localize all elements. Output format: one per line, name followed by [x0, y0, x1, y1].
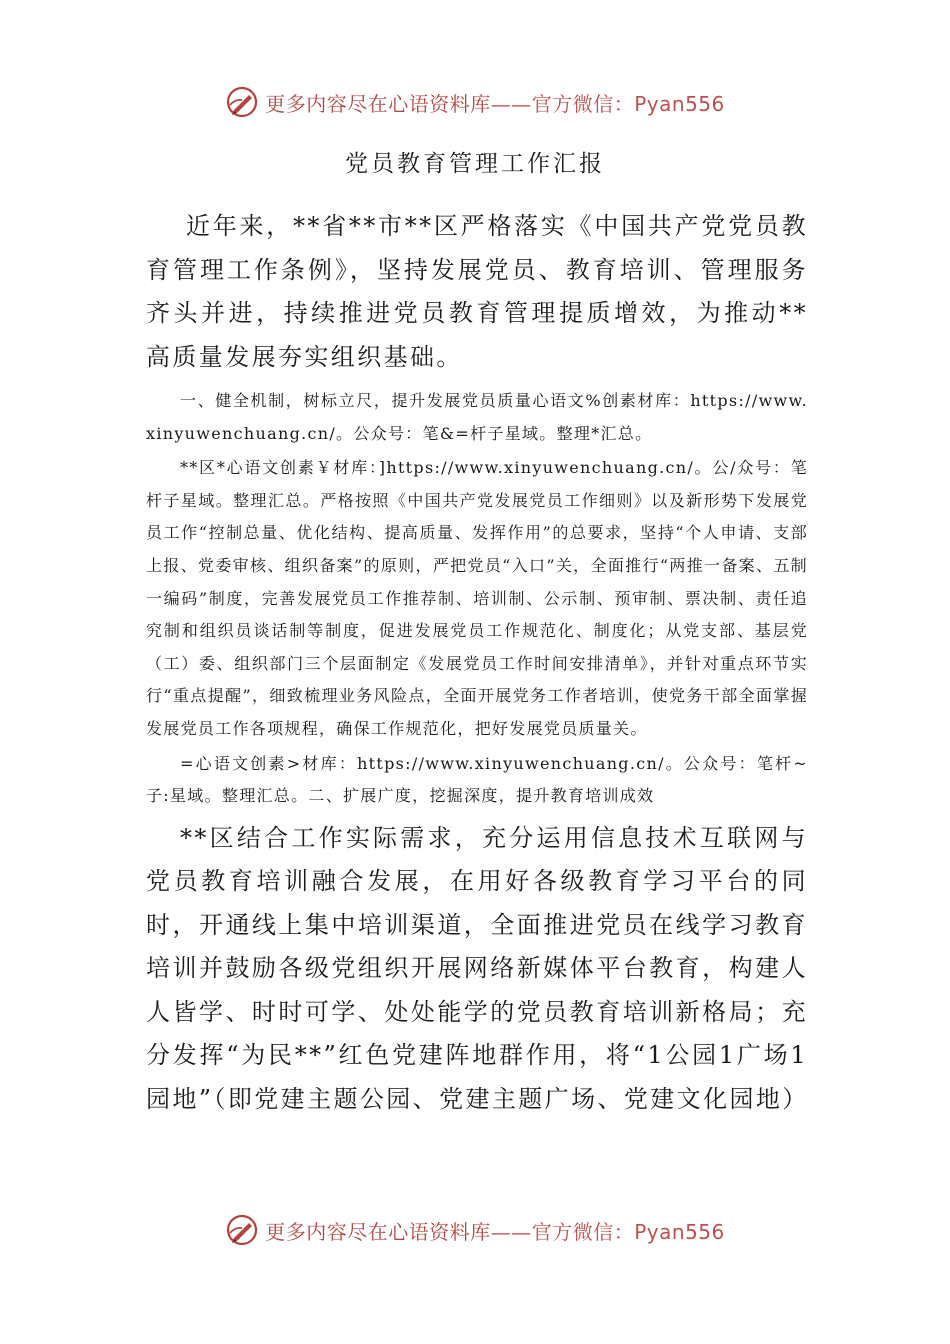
document-body [146, 205, 808, 1121]
banner-dash: —— [490, 91, 532, 116]
banner-text [265, 1216, 725, 1245]
banner-wechat-label: 官方微信： [531, 91, 635, 116]
paragraph-section-one-heading: 一、健全机制，树标立尺，提升发展党员质量心语文%创素材库：https://www.xinyuwenchuang.cn/。公众号：笔&=杆子星域。整理*汇总。 [146, 391, 808, 443]
footer-watermark-banner [0, 1210, 950, 1250]
banner-wechat-label: 官方微信： [531, 1219, 635, 1244]
paragraph-section-one-body: **区*心语文创素￥材库：]https://www.xinyuwenchuang.cn/。公/众号：笔杆子星域。整理汇总。严格按照《中国共产党发展党员工作细则》以及新形势下发展党员工作“控制总量、优化结构、提高质量、发挥作用”的总要求，坚持“个人申请、支部上报、党委审核、组织备案”的原则，严把党员“入口”关，全面推行“两推一备案、五制一编码”制度，完善发展党员工作推荐制、培训制、公示制、预审制、票决制、责任追究制和组织员谈话制等制度，促进发展党员工作规范化、制度化；从党支部、基层党（工）委、组织部门三个层面制定《发展党员工作时间安排清单》，并针对重点环节实行“重点提醒”，细致梳理业务风险点，全面开展党务工作者培训，使党务干部全面掌握发展党员工作各项规程，确保工作规范化，把好发展党员质量关。 [146, 458, 808, 738]
pen-logo-icon [225, 1213, 259, 1247]
banner-wechat-id: Pyan556 [634, 1219, 725, 1244]
paragraph-intro: 近年来，**省**市**区严格落实《中国共产党党员教育管理工作条例》，坚持发展党员、教育培训、管理服务齐头并进，持续推进党员教育管理提质增效，为推动**高质量发展夯实组织基础。 [146, 212, 808, 371]
paragraph-section-two-body: **区结合工作实际需求，充分运用信息技术互联网与党员教育培训融合发展，在用好各级教育学习平台的同时，开通线上集中培训渠道，全面推进党员在线学习教育培训并鼓励各级党组织开展网络新媒体平台教育，构建人人皆学、时时可学、处处能学的党员教育培训新格局；充分发挥“为民**”红色党建阵地群作用，将“1公园1广场1园地”（即党建主题公园、党建主题广场、党建文化园地） [146, 823, 809, 1113]
header-watermark-banner [0, 82, 950, 122]
document-title: 党员教育管理工作汇报 [345, 151, 605, 177]
paragraph-section-two-heading: =心语文创素>材库：https://www.xinyuwenchuang.cn/。公众号：笔杆~子:星域。整理汇总。二、扩展广度，挖掘深度，提升教育培训成效 [146, 753, 808, 806]
banner-dash: —— [490, 1219, 532, 1244]
banner-content [225, 85, 725, 119]
banner-prefix: 更多内容尽在心语资料库 [265, 91, 491, 116]
pen-logo-icon [225, 85, 259, 119]
banner-prefix: 更多内容尽在心语资料库 [265, 1219, 491, 1244]
banner-text [265, 88, 725, 117]
banner-content [225, 1213, 725, 1247]
banner-wechat-id: Pyan556 [634, 91, 725, 116]
